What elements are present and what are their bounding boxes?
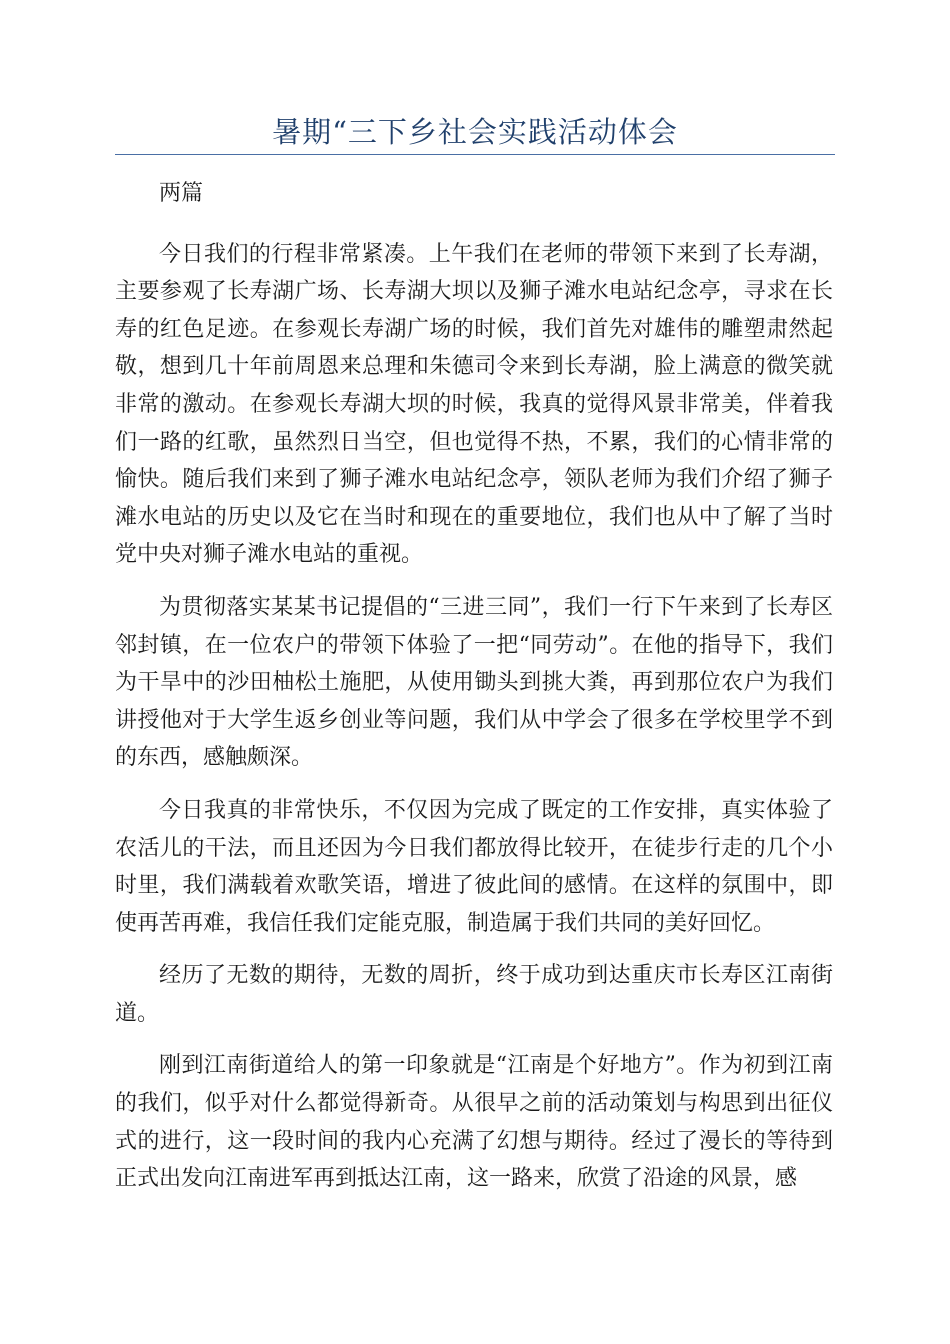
document-body <box>115 175 833 1213</box>
body-paragraph-4: 经历了无数的期待，无数的周折，终于成功到达重庆市长寿区江南街道。 <box>115 963 833 1026</box>
document-title: 暑期“三下乡社会实践活动体会 <box>272 115 678 149</box>
body-paragraph-1: 今日我们的行程非常紧凑。上午我们在老师的带领下来到了长寿湖，主要参观了长寿湖广场、长寿湖大坝以及狮子滩水电站纪念亭，寻求在长寿的红色足迹。在参观长寿湖广场的时候，我们首先对雄伟的雕塑肃然起敬，想到几十年前周恩来总理和朱德司令来到长寿湖，脸上满意的微笑就非常的激动。在参观长寿湖大坝的时候，我真的觉得风景非常美，伴着我们一路的红歌，虽然烈日当空，但也觉得不热，不累，我们的心情非常的愉快。随后我们来到了狮子滩水电站纪念亭，领队老师为我们介绍了狮子滩水电站的历史以及它在当时和现在的重要地位，我们也从中了解了当时党中央对狮子滩水电站的重视。 <box>115 241 833 568</box>
body-paragraph-5: 刚到江南街道给人的第一印象就是“江南是个好地方”。作为初到江南的我们，似乎对什么都觉得新奇。从很早之前的活动策划与构思到出征仪式的进行，这一段时间的我内心充满了幻想与期待。经过了漫长的等待到正式出发向江南进军再到抵达江南，这一路来，欣赏了沿途的风景，感 <box>115 1053 833 1192</box>
body-paragraph-3: 今日我真的非常快乐，不仅因为完成了既定的工作安排，真实体验了农活儿的干法，而且还因为今日我们都放得比较开，在徒步行走的几个小时里，我们满载着欢歌笑语，增进了彼此间的感情。在这样的氛围中，即使再苦再难，我信任我们定能克服，制造属于我们共同的美好回忆。 <box>115 797 833 936</box>
body-paragraph-2: 为贯彻落实某某书记提倡的“三进三同”，我们一行下午来到了长寿区邻封镇，在一位农户的带领下体验了一把“同劳动”。在他的指导下，我们为干旱中的沙田柚松土施肥，从使用锄头到挑大粪，再到那位农户为我们讲授他对于大学生返乡创业等问题，我们从中学会了很多在学校里学不到的东西，感触颇深。 <box>115 594 833 771</box>
title-underline <box>115 154 835 155</box>
subtitle-paragraph: 两篇 <box>159 181 204 206</box>
